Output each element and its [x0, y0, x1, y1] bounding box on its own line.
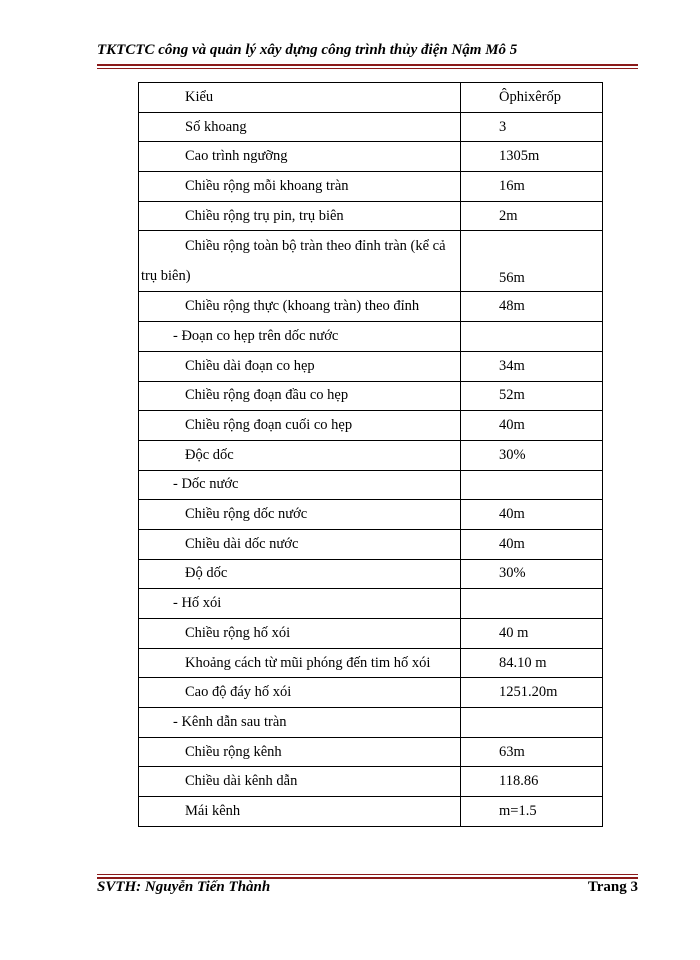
row-value: 34m [461, 351, 603, 381]
table-row [139, 470, 603, 500]
row-label: Kiểu [139, 83, 461, 113]
table-row [139, 381, 603, 411]
row-label: Độ dốc [139, 559, 461, 589]
row-value: 40m [461, 529, 603, 559]
row-label: Chiều rộng toàn bộ tràn theo đỉnh tràn (kể cả trụ biên) [139, 231, 461, 292]
table-row [139, 648, 603, 678]
row-label: Chiều dài kênh dẫn [139, 767, 461, 797]
row-label: Chiều rộng dốc nước [139, 500, 461, 530]
row-value [461, 322, 603, 352]
row-value: 1251.20m [461, 678, 603, 708]
row-label: Độc dốc [139, 440, 461, 470]
row-value: 52m [461, 381, 603, 411]
row-value: Ôphixêrốp [461, 83, 603, 113]
table-row [139, 589, 603, 619]
row-label: - Đoạn co hẹp trên dốc nước [139, 322, 461, 352]
row-label: Chiều rộng thực (khoang tràn) theo đỉnh [139, 292, 461, 322]
spec-table-body [139, 83, 603, 827]
row-label: Chiều rộng đoạn cuối co hẹp [139, 411, 461, 441]
row-label: - Hố xói [139, 589, 461, 619]
row-label: Chiều dài đoạn co hẹp [139, 351, 461, 381]
table-row [139, 619, 603, 649]
row-value: 118.86 [461, 767, 603, 797]
row-label: Chiều rộng trụ pin, trụ biên [139, 201, 461, 231]
row-label: Chiều dài dốc nước [139, 529, 461, 559]
row-label: - Dốc nước [139, 470, 461, 500]
table-row [139, 797, 603, 827]
row-value: 30% [461, 440, 603, 470]
table-row [139, 737, 603, 767]
spec-table [138, 82, 603, 827]
table-row [139, 351, 603, 381]
table-row [139, 231, 603, 292]
table-row [139, 322, 603, 352]
table-row [139, 559, 603, 589]
table-row [139, 201, 603, 231]
page-header: TKTCTC công và quản lý xây dựng công trình thủy điện Nậm Mô 5 [97, 42, 518, 58]
table-row [139, 767, 603, 797]
row-value: 40m [461, 411, 603, 441]
row-value: 48m [461, 292, 603, 322]
row-value: 1305m [461, 142, 603, 172]
row-value: 2m [461, 201, 603, 231]
row-value [461, 708, 603, 738]
row-value: 40 m [461, 619, 603, 649]
table-row [139, 83, 603, 113]
row-value: 63m [461, 737, 603, 767]
table-row [139, 678, 603, 708]
header-rule [97, 64, 638, 66]
row-label: Chiều rộng hố xói [139, 619, 461, 649]
row-label: Chiều rộng đoạn đầu co hẹp [139, 381, 461, 411]
row-value: 84.10 m [461, 648, 603, 678]
footer-page-number: Trang 3 [587, 879, 638, 895]
row-label: Cao độ đáy hố xói [139, 678, 461, 708]
row-label: Cao trình ngưỡng [139, 142, 461, 172]
table-row [139, 708, 603, 738]
table-row [139, 292, 603, 322]
row-value: 3 [461, 112, 603, 142]
row-label: Chiều rộng kênh [139, 737, 461, 767]
table-row [139, 112, 603, 142]
row-value: 16m [461, 172, 603, 202]
footer-author: SVTH: Nguyễn Tiến Thành [97, 879, 271, 895]
table-row [139, 172, 603, 202]
table-row [139, 529, 603, 559]
row-value: 30% [461, 559, 603, 589]
row-label: Chiều rộng mỗi khoang tràn [139, 172, 461, 202]
row-value [461, 589, 603, 619]
table-row [139, 411, 603, 441]
row-value: 40m [461, 500, 603, 530]
row-label: - Kênh dẫn sau tràn [139, 708, 461, 738]
footer-rule-thin [97, 874, 638, 875]
row-label: Số khoang [139, 112, 461, 142]
row-label: Khoảng cách từ mũi phóng đến tim hố xói [139, 648, 461, 678]
table-row [139, 500, 603, 530]
table-row [139, 440, 603, 470]
row-value: 56m [461, 231, 603, 292]
row-value [461, 470, 603, 500]
row-label: Mái kênh [139, 797, 461, 827]
table-row [139, 142, 603, 172]
header-rule-thin [97, 68, 638, 69]
row-value: m=1.5 [461, 797, 603, 827]
